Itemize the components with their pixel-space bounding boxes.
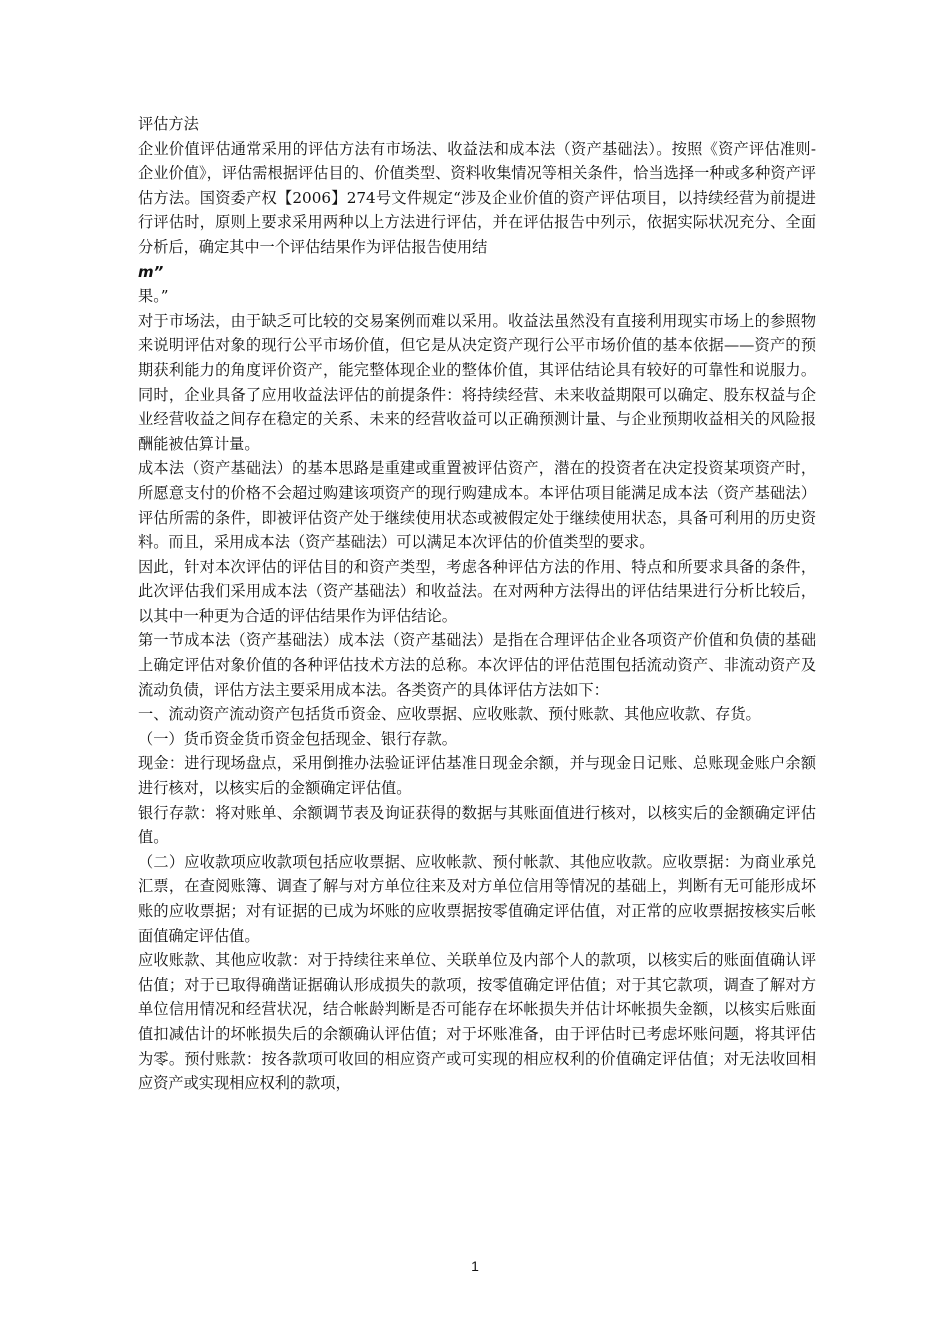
paragraph-continuation: 果。” <box>138 287 169 306</box>
paragraph-market-income-method: 对于市场法，由于缺乏可比较的交易案例而难以采用。收益法虽然没有直接利用现实市场上的参照物来说明评估对象的现行公平市场价值，但它是从决定资产现行公平市场价值的基本依据——资产的预期获利能力的角度评价资产，能完整体现企业的整体价值，其评估结论具有较好的可靠性和说服力。同时，企业具备了应用收益法评估的前提条件：将持续经营、未来收益期限可以确定、股东权益与企业经营收益之间存在稳定的关系、未来的经营收益可以正确预测计量、与企业预期收益相关的风险报酬能被估算计量。 <box>138 311 816 453</box>
document-body <box>138 112 816 1096</box>
paragraph-conclusion-methods: 因此，针对本次评估的评估目的和资产类型，考虑各种评估方法的作用、特点和所要求具备的条件，此次评估我们采用成本法（资产基础法）和收益法。在对两种方法得出的评估结果进行分析比较后，以其中一种更为合适的评估结果作为评估结论。 <box>138 557 816 625</box>
paragraph-cash: 现金：进行现场盘点，采用倒推办法验证评估基准日现金余额，并与现金日记账、总账现金账户余额进行核对，以核实后的金额确定评估值。 <box>138 754 816 798</box>
paragraph-section-one: 第一节成本法（资产基础法）成本法（资产基础法）是指在合理评估企业各项资产价值和负债的基础上确定评估对象价值的各种评估技术方法的总称。本次评估的评估范围包括流动资产、非流动资产及流动负债，评估方法主要采用成本法。各类资产的具体评估方法如下： <box>138 631 816 699</box>
stray-text-fragment: m” <box>138 262 164 281</box>
paragraph-methods-overview: 企业价值评估通常采用的评估方法有市场法、收益法和成本法（资产基础法）。按照《资产评估准则-企业价值》，评估需根据评估目的、价值类型、资料收集情况等相关条件，恰当选择一种或多种资产评估方法。国资委产权【2006】274号文件规定“涉及企业价值的资产评估项目，以持续经营为前提进行评估时，原则上要求采用两种以上方法进行评估，并在评估报告中列示，依据实际状况充分、全面分析后，确定其中一个评估结果作为评估报告使用结 <box>138 139 816 256</box>
paragraph-accounts-receivable: 应收账款、其他应收款：对于持续往来单位、关联单位及内部个人的款项，以核实后的账面值确认评估值；对于已取得确凿证据确认形成损失的款项，按零值确定评估值；对于其它款项，调查了解对方单位信用情况和经营状况，结合帐龄判断是否可能存在坏帐损失并估计坏帐损失金额，以核实后账面值扣减估计的坏帐损失后的余额确认评估值；对于坏账准备，由于评估时已考虑坏账问题，将其评估为零。预付账款：按各款项可收回的相应资产或可实现的相应权利的价值确定评估值；对无法收回相应资产或实现相应权利的款项， <box>138 951 816 1093</box>
paragraph-current-assets: 一、流动资产流动资产包括货币资金、应收票据、应收账款、预付账款、其他应收款、存货。 <box>138 705 761 724</box>
section-heading: 评估方法 <box>138 115 199 133</box>
paragraph-monetary-funds: （一）货币资金货币资金包括现金、银行存款。 <box>138 729 457 748</box>
paragraph-receivables: （二）应收款项应收款项包括应收票据、应收帐款、预付帐款、其他应收款。应收票据：为商业承兑汇票，在查阅账簿、调查了解与对方单位往来及对方单位信用等情况的基础上，判断有无可能形成坏账的应收票据；对有证据的已成为坏账的应收票据按零值确定评估值，对正常的应收票据按核实后帐面值确定评估值。 <box>138 852 816 945</box>
page-number: 1 <box>471 1258 479 1274</box>
paragraph-bank-deposits: 银行存款：将对账单、余额调节表及询证获得的数据与其账面值进行核对，以核实后的金额确定评估值。 <box>138 803 816 847</box>
paragraph-cost-method: 成本法（资产基础法）的基本思路是重建或重置被评估资产，潜在的投资者在决定投资某项资产时，所愿意支付的价格不会超过购建该项资产的现行购建成本。本评估项目能满足成本法（资产基础法）评估所需的条件，即被评估资产处于继续使用状态或被假定处于继续使用状态，具备可利用的历史资料。而且，采用成本法（资产基础法）可以满足本次评估的价值类型的要求。 <box>138 459 816 552</box>
